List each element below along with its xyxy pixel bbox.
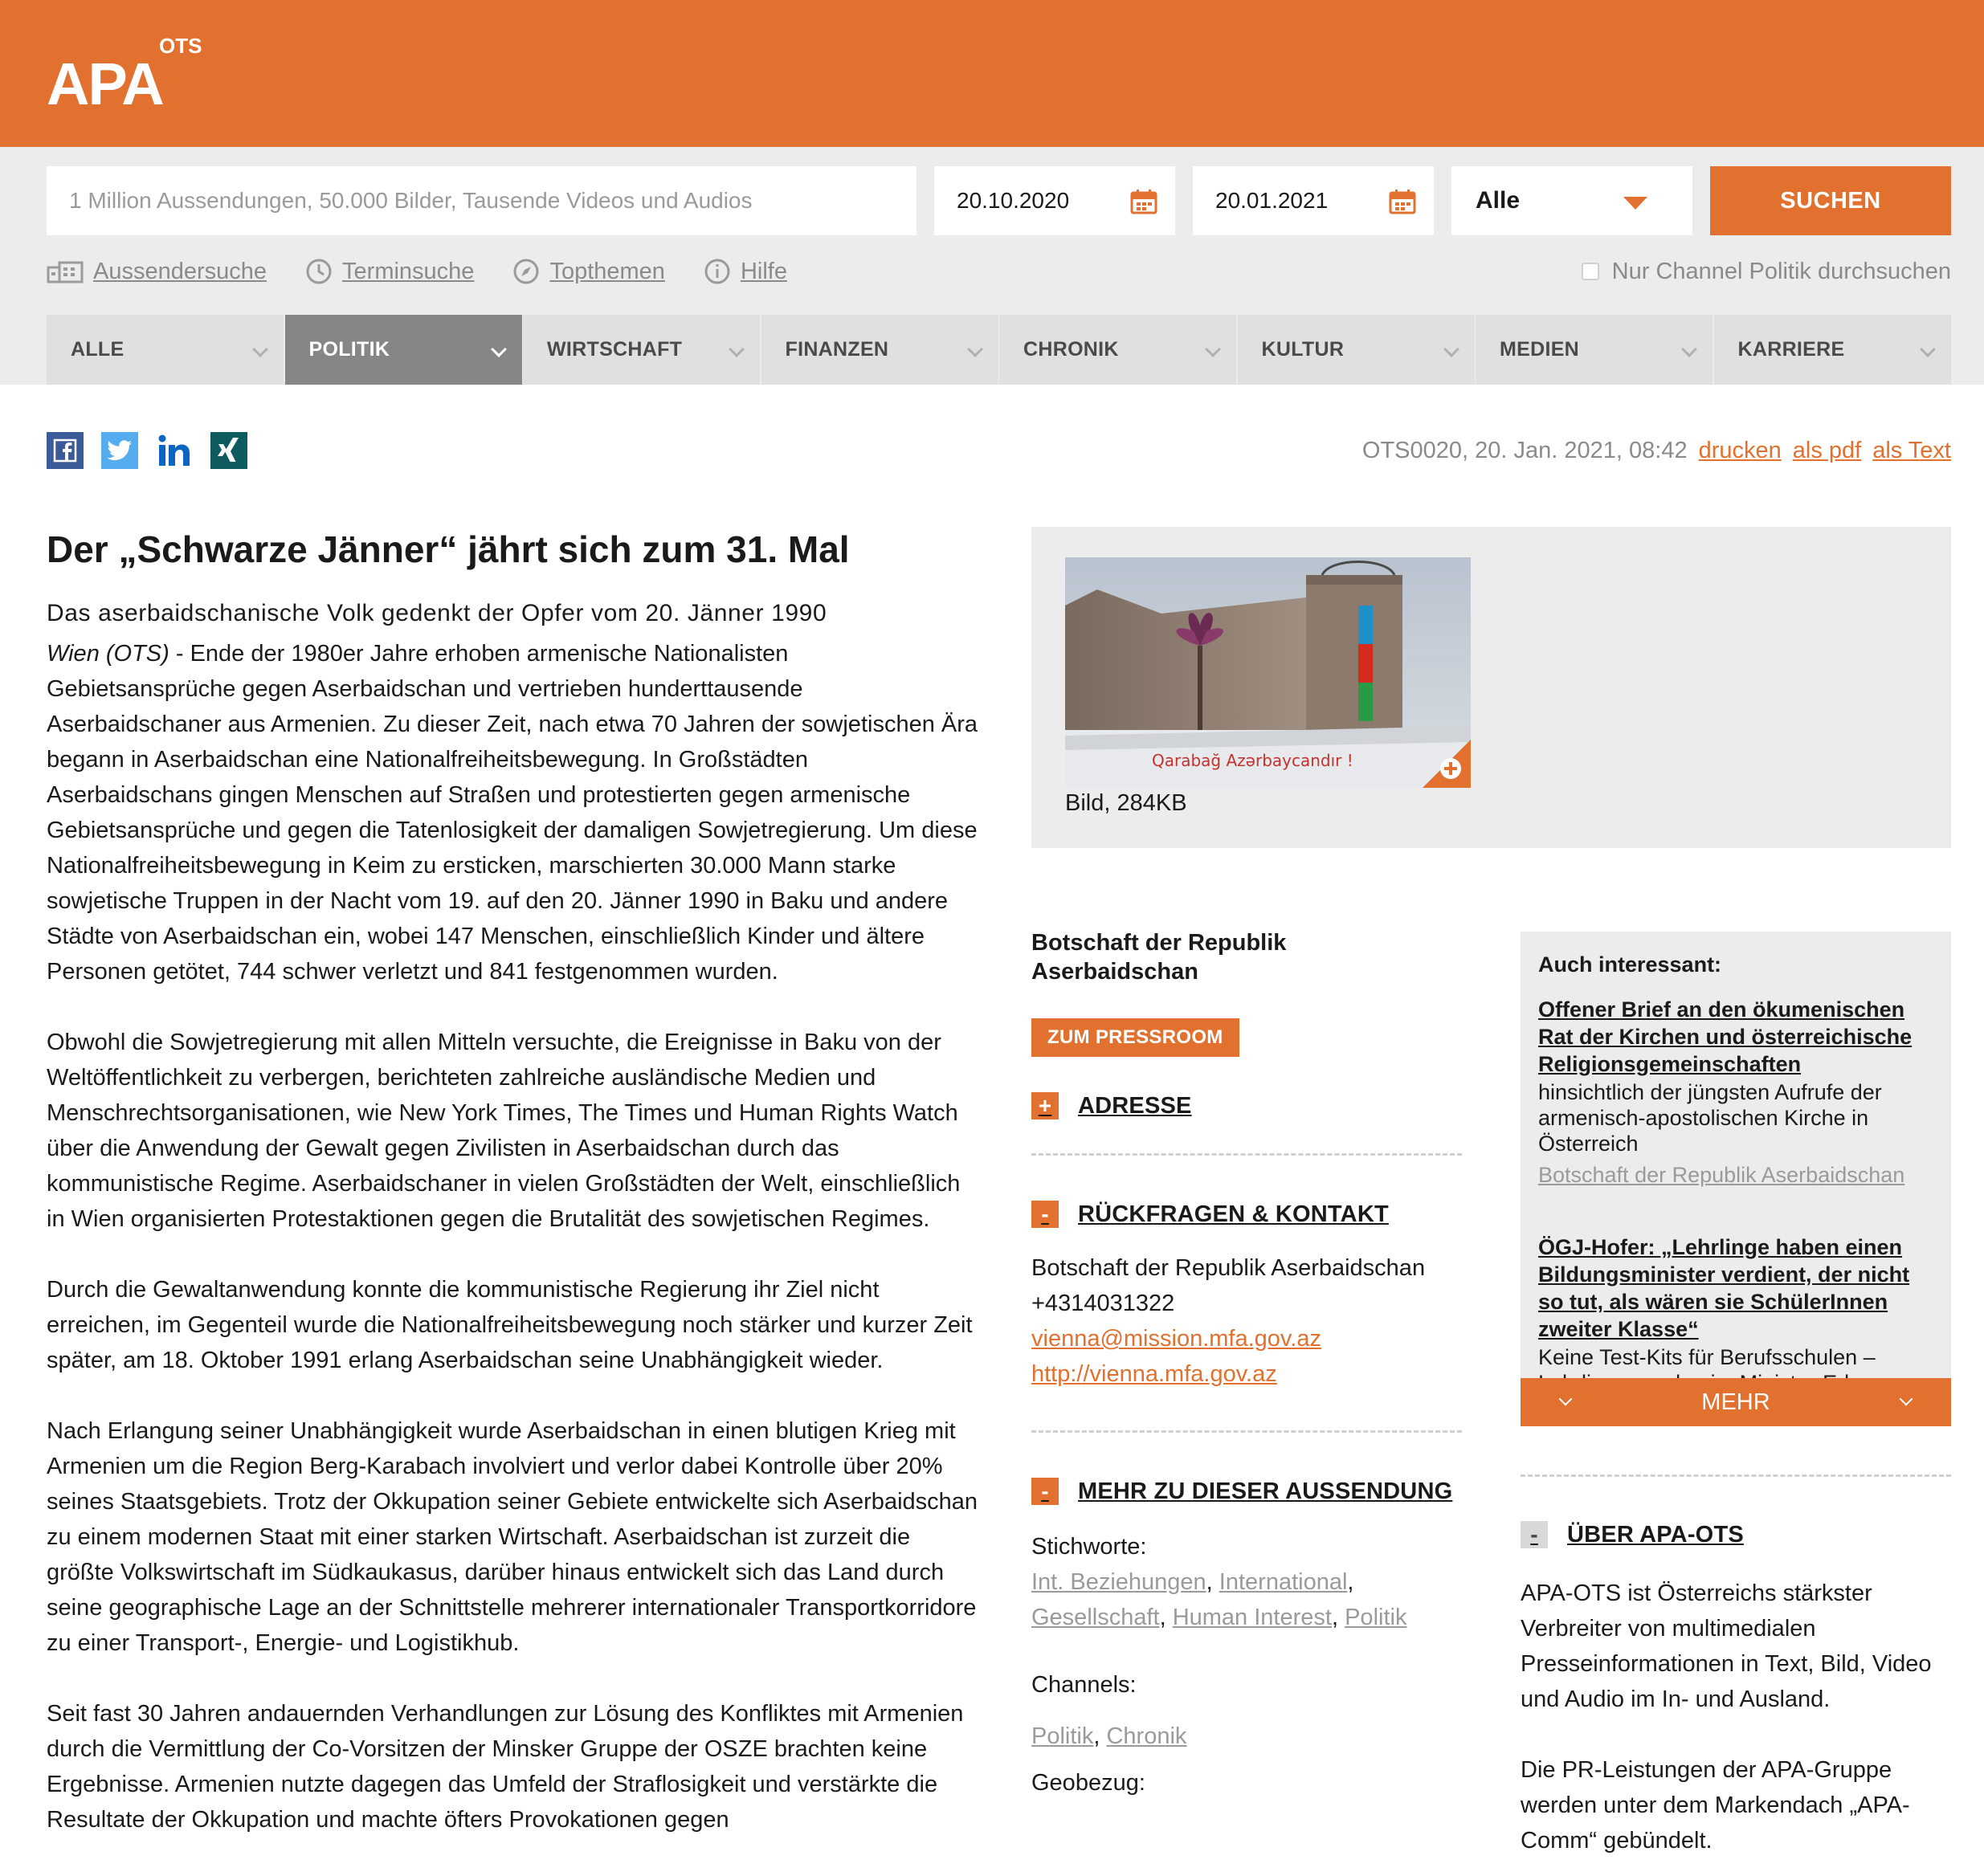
- contact-name: Botschaft der Republik Aserbaidschan: [1031, 1255, 1426, 1281]
- chevron-down-icon: [967, 341, 983, 357]
- sender-name: Botschaft der Republik Aserbaidschan: [1031, 930, 1287, 985]
- article-paragraph: Nach Erlangung seiner Unabhängigkeit wurde Aserbaidschan in einen blutigen Krieg mit Armenien um die Region Berg-Karabach involviert und verlor dabei Kontrolle über 20% seines Staatsgebiets. Trotz der Okkupation seiner Gebiete entwickelte sich Aserbaidschan zu einem modernen Staat mit einer starken Wirtschaft. Aserbaidschan ist zurzeit die größte Volkswirtschaft im Südkaukasus, darüber hinaus entwickelt sich das Land durch seine geographische Lage an der Schnittstelle mehrerer internationaler Transportkorridore zu einer Transport-, Energie- und Logistikhub.: [47, 1418, 978, 1656]
- geo-label: Geobezug:: [1031, 1770, 1145, 1796]
- tab-karriere[interactable]: KARRIERE: [1714, 315, 1951, 385]
- related-desc: Keine Test-Kits für Berufsschulen –: [1538, 1345, 1876, 1369]
- article-paragraph: Wien (OTS) - Ende der 1980er Jahre erhoben armenische Nationalisten Gebietsansprüche gegen Aserbaidschan und vertrieben hunderttausende Aserbaidschaner aus Armenien. Zu dieser Zeit, nach etwa 70 Jahren der sowjetischen Ära begann in Aserbaidschan eine Nationalfreiheitsbewegung. In Großstädten Aserbaidschans gingen Menschen auf Straßen und protestierten gegen armenische Gebietsansprüche und gegen die Tatenlosigkeit der damaligen Sowjetregierung. Um diese Nationalfreiheitsbewegung in Keim zu ersticken, marschierten 30.000 Mann starke sowjetische Truppen in der Nacht vom 19. auf den 20. Jänner 1990 in Baku und andere Städte von Aserbaidschan ein, wobei 147 Menschen, einschließlich Kinder und ältere Personen getötet, 744 schwer verletzt und 841 festgenommen wurden.: [47, 641, 978, 985]
- chevron-down-icon: [1443, 341, 1459, 357]
- facebook-icon[interactable]: [47, 432, 84, 469]
- pdf-link[interactable]: als pdf: [1792, 437, 1862, 463]
- related-title-link[interactable]: Offener Brief an den ökumenischen Rat der Kirchen und österreichische Religionsgemeinschaften: [1538, 997, 1913, 1076]
- twitter-icon[interactable]: [101, 432, 138, 469]
- image-panel: [1031, 527, 1951, 848]
- article-body: [47, 522, 978, 1837]
- about-text-2: Die PR-Leistungen der APA-Gruppe werden unter dem Markendach „APA-Comm“ gebündelt.: [1521, 1757, 1910, 1854]
- related-more-button[interactable]: MEHR: [1521, 1378, 1951, 1426]
- chevron-down-icon: [1920, 341, 1936, 357]
- keyword-link[interactable]: Gesellschaft: [1031, 1605, 1160, 1630]
- xing-icon[interactable]: [210, 432, 247, 469]
- svg-text:APA: APA: [47, 51, 163, 112]
- keyword-link[interactable]: International: [1219, 1569, 1348, 1595]
- keyword-link[interactable]: Politik: [1345, 1605, 1407, 1630]
- sender-column: [1031, 928, 1462, 1801]
- related-source-link[interactable]: Botschaft der Republik Aserbaidschan: [1538, 1163, 1905, 1187]
- contact-phone: +4314031322: [1031, 1291, 1175, 1316]
- topthemen-link[interactable]: Topthemen: [512, 258, 665, 285]
- about-apa-ots: [1521, 1521, 1951, 1858]
- tab-finanzen[interactable]: FINANZEN: [761, 315, 998, 385]
- date-to-value: 20.01.2021: [1215, 188, 1329, 213]
- checkbox-box[interactable]: [1582, 263, 1599, 280]
- image-caption: Bild, 284KB: [1065, 790, 1187, 816]
- header-bar: [0, 0, 1984, 147]
- building-icon: [47, 259, 84, 283]
- contact-block: [1031, 1250, 1462, 1392]
- related-desc: hinsichtlich der jüngsten Aufrufe der armenisch-apostolischen Kirche in Österreich: [1538, 1080, 1882, 1156]
- related-heading: Auch interessant:: [1538, 952, 1722, 977]
- tab-wirtschaft[interactable]: WIRTSCHAFT: [523, 315, 760, 385]
- calendar-icon[interactable]: [1130, 189, 1157, 214]
- tab-politik[interactable]: POLITIK: [285, 315, 522, 385]
- more-info-toggle[interactable]: - MEHR ZU DIESER AUSSENDUNG: [1031, 1478, 1462, 1505]
- tab-kultur[interactable]: KULTUR: [1238, 315, 1475, 385]
- channel-link[interactable]: Chronik: [1106, 1723, 1187, 1749]
- dateline: Wien (OTS): [47, 641, 169, 667]
- chevron-down-icon: [729, 341, 745, 357]
- about-text-1: APA-OTS ist Österreichs stärkster Verbreiter von multimedialen Presseinformationen in Text, Bild, Video und Audio im In- und Ausland.: [1521, 1580, 1932, 1712]
- info-icon: [704, 258, 731, 285]
- divider: [1521, 1474, 1951, 1477]
- article-paragraph: Obwohl die Sowjetregierung mit allen Mitteln versuchte, die Ereignisse in Baku von der Weltöffentlichkeit zu verbergen, berichteten zahlreiche ausländische Medien und Menschrechtsorganisationen, wie New York Times, The Times und Human Rights Watch über die Anwendung der Gewalt gegen Zivilisten in Aserbaidschan durch das kommunistische Regime. Aserbaidschaner in vielen Großstädten der Welt, einschließlich in Wien organisierten Protestaktionen gegen die Brutalität des sowjetischen Regimes.: [47, 1030, 961, 1232]
- filter-select-value: Alle: [1476, 187, 1521, 214]
- plus-icon: +: [1031, 1092, 1059, 1119]
- article-paragraph: Durch die Gewaltanwendung konnte die kommunistische Regierung ihr Ziel nicht erreichen, im Gegenteil wurde die Nationalfreiheitsbewegung noch stärker und kurzer Zeit später, am 18. Oktober 1991 erlang Aserbaidschan seine Unabhängigkeit wieder.: [47, 1277, 973, 1373]
- contact-toggle[interactable]: - RÜCKFRAGEN & KONTAKT: [1031, 1201, 1462, 1228]
- keywords-label: Stichworte:: [1031, 1534, 1147, 1560]
- chevron-down-icon: [252, 341, 268, 357]
- chevron-down-icon: [491, 341, 507, 357]
- keywords-block: Stichworte: Int. Beziehungen, International, Gesellschaft, Human Interest, Politik Channels: Politik, Chronik Geobezug:: [1031, 1529, 1462, 1801]
- tab-chronik[interactable]: CHRONIK: [999, 315, 1236, 385]
- divider: [1031, 1153, 1462, 1156]
- svg-text:Qarabağ Azərbaycandır !: Qarabağ Azərbaycandır !: [1152, 751, 1353, 770]
- chevron-down-icon: [1559, 1393, 1573, 1406]
- release-meta: [1362, 432, 1951, 469]
- article-subtitle: Das aserbaidschanische Volk gedenkt der Opfer vom 20. Jänner 1990: [47, 600, 827, 626]
- compass-icon: [512, 258, 540, 285]
- text-link[interactable]: als Text: [1872, 437, 1951, 463]
- search-button[interactable]: SUCHEN: [1710, 166, 1951, 235]
- terminsuche-link[interactable]: Terminsuche: [305, 258, 474, 285]
- category-nav: [47, 315, 1951, 385]
- keyword-link[interactable]: Human Interest: [1172, 1605, 1332, 1630]
- contact-email-link[interactable]: vienna@mission.mfa.gov.az: [1031, 1326, 1321, 1352]
- ots-line: OTS0020, 20. Jan. 2021, 08:42: [1361, 437, 1688, 463]
- about-toggle[interactable]: - ÜBER APA-OTS: [1521, 1521, 1951, 1548]
- article-title: Der „Schwarze Jänner“ jährt sich zum 31. Mal: [47, 528, 850, 570]
- related-item: [1538, 1234, 1940, 1396]
- channel-only-checkbox[interactable]: Nur Channel Politik durchsuchen: [1582, 255, 1951, 288]
- channels-label: Channels:: [1031, 1672, 1137, 1698]
- filter-select[interactable]: [1451, 166, 1692, 235]
- linkedin-icon[interactable]: [156, 432, 193, 469]
- hilfe-link[interactable]: Hilfe: [704, 258, 787, 285]
- channel-link[interactable]: Politik: [1031, 1723, 1094, 1749]
- tab-medien[interactable]: MEDIEN: [1476, 315, 1713, 385]
- search-input[interactable]: 1 Million Aussendungen, 50.000 Bilder, Tausende Videos und Audios: [47, 166, 916, 235]
- print-link[interactable]: drucken: [1698, 437, 1782, 463]
- pressroom-button[interactable]: ZUM PRESSROOM: [1031, 1018, 1239, 1057]
- contact-web-link[interactable]: http://vienna.mfa.gov.az: [1031, 1361, 1277, 1387]
- dropdown-triangle-icon: [1623, 197, 1647, 210]
- apa-ots-logo[interactable]: [47, 35, 207, 112]
- share-bar: [47, 432, 265, 469]
- related-item: [1538, 996, 1940, 1189]
- divider: [1031, 1430, 1462, 1433]
- search-sublinks: [47, 255, 826, 288]
- article-image[interactable]: [1065, 557, 1471, 788]
- minus-icon: -: [1031, 1201, 1059, 1228]
- article-paragraph: Seit fast 30 Jahren andauernden Verhandlungen zur Lösung des Konfliktes mit Armenien durch die Vermittlung der Co-Vorsitzen der Minsker Gruppe der OSZE brachten keine Ergebnisse. Armenien nutzte dagegen das Umfeld der Straflosigkeit und verstärkte die Resultate der Okkupation und machte öfters Provokationen gegen: [47, 1701, 964, 1833]
- calendar-icon[interactable]: [1389, 189, 1416, 214]
- related-panel: [1521, 932, 1951, 1426]
- aussendersuche-link[interactable]: Aussendersuche: [47, 259, 267, 285]
- address-toggle[interactable]: + ADRESSE: [1031, 1092, 1462, 1119]
- date-from-field[interactable]: [934, 166, 1175, 235]
- keyword-link[interactable]: Int. Beziehungen: [1031, 1569, 1206, 1595]
- chevron-down-icon: [1681, 341, 1697, 357]
- date-from-value: 20.10.2020: [957, 188, 1070, 213]
- tab-alle[interactable]: ALLE: [47, 315, 284, 385]
- date-to-field[interactable]: [1193, 166, 1434, 235]
- svg-text:OTS: OTS: [159, 35, 202, 58]
- minus-icon: -: [1031, 1478, 1059, 1505]
- related-title-link[interactable]: ÖGJ-Hofer: „Lehrlinge haben einen Bildungsminister verdient, der nicht so tut, als wären sie SchülerInnen zweiter Klasse“: [1538, 1235, 1910, 1341]
- clock-icon: [305, 258, 333, 285]
- chevron-down-icon: [1900, 1393, 1913, 1406]
- minus-icon: -: [1521, 1521, 1548, 1548]
- chevron-down-icon: [1205, 341, 1221, 357]
